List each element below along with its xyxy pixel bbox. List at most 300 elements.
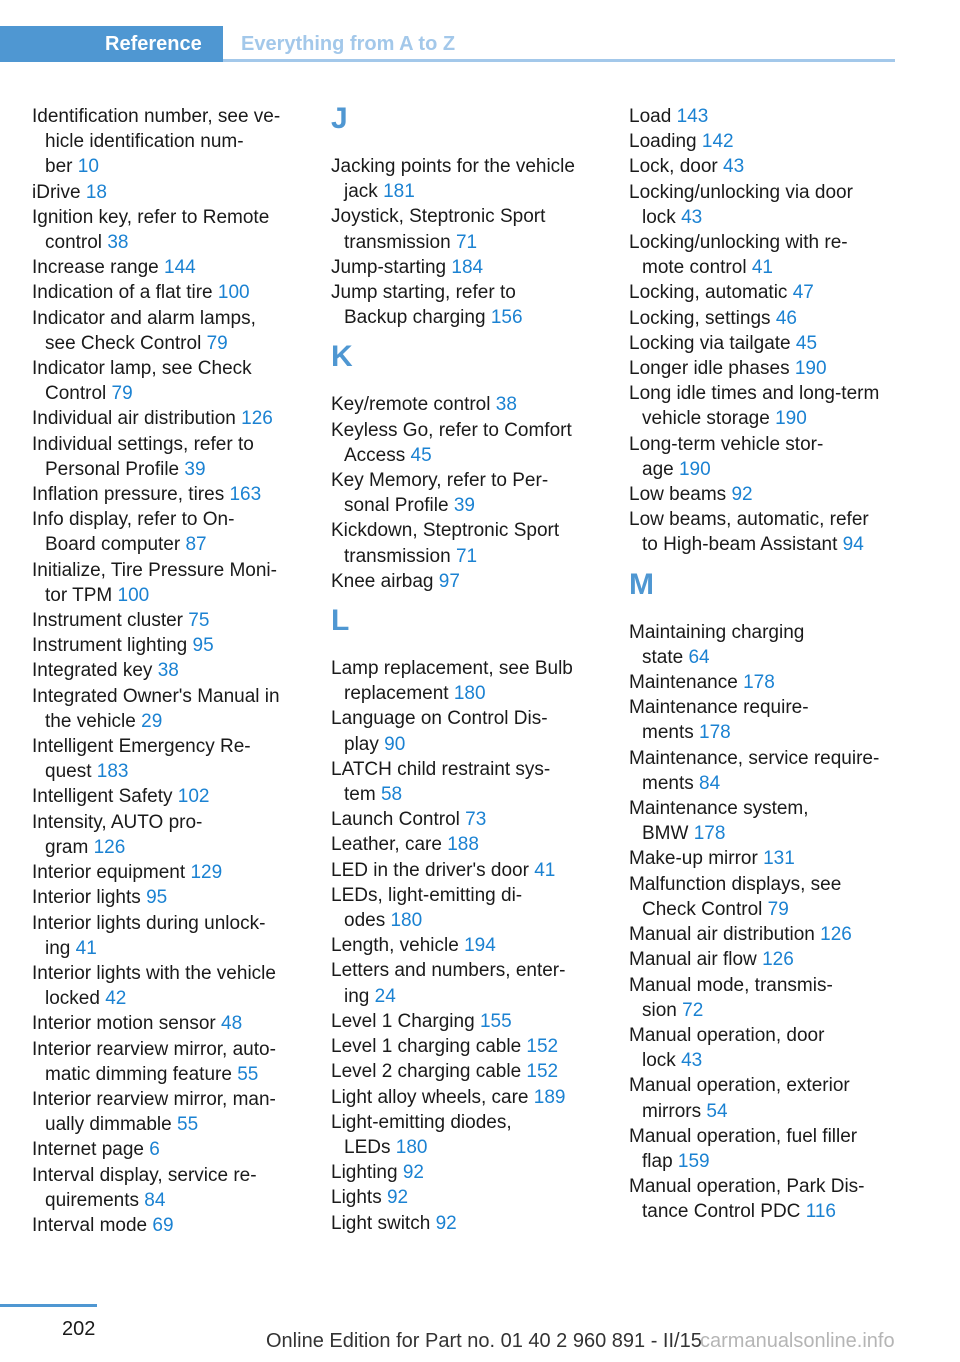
index-entry-text: Intelligent Emergency Re- [32,736,251,758]
index-entry-text: odes [344,910,386,932]
index-entry-text: Level 1 charging cable [331,1036,522,1058]
index-entry-text: Ignition key, refer to Remote [32,206,270,228]
index-entry-text: Check Control [642,898,763,920]
index-letter-heading: M [629,567,654,601]
index-entry-text: ing [344,985,370,1007]
index-entry-text: hicle identification num- [45,131,244,153]
index-entry [32,784,307,809]
index-entry-text: tance Control PDC [642,1201,801,1223]
index-entry-text: Intelligent Safety [32,786,173,808]
index-entry [331,392,611,417]
index-entry-text: sonal Profile [344,495,449,517]
index-entry-text: quirements [45,1189,139,1211]
page-reference-link[interactable]: 129 [190,862,223,884]
page-reference-link[interactable]: 156 [490,307,523,329]
page-header [0,26,895,62]
page-reference-link[interactable]: 97 [438,570,460,592]
index-entry-text: Manual air flow [629,949,757,971]
index-entry-text: Jacking points for the vehicle [331,156,575,177]
page-reference-link[interactable]: 180 [453,683,486,705]
index-entry-text: Level 2 charging cable [331,1061,522,1083]
index-entry [32,734,307,784]
page-reference-link[interactable]: 6 [149,1139,160,1161]
index-entry [629,695,909,745]
index-entry [331,757,611,807]
index-entry [629,180,909,230]
index-entry-text: Increase range [32,257,159,279]
page-reference-link[interactable]: 39 [184,458,206,480]
page-reference-link[interactable]: 47 [792,282,814,304]
page-reference-link[interactable]: 155 [479,1010,512,1032]
index-entry [331,255,611,280]
index-entry [629,280,909,305]
index-entry-text: Launch Control [331,809,460,831]
page-reference-link[interactable]: 79 [111,383,133,405]
index-entry [32,432,307,482]
index-entry [331,656,611,706]
index-entry-text: LEDs [344,1136,391,1158]
index-entry-text: jack [344,181,378,203]
page-reference-link[interactable]: 144 [164,257,196,279]
index-entry-text: Maintenance [629,672,738,694]
index-entry [629,620,909,670]
page-reference-link[interactable]: 73 [465,809,487,831]
index-entry [32,608,307,633]
page-reference-link[interactable]: 180 [390,910,423,932]
index-entry-text: Manual operation, fuel filler [629,1125,858,1147]
index-entry-text: Intensity, AUTO pro- [32,811,203,833]
page-reference-link[interactable]: 189 [533,1086,566,1108]
index-entry [331,832,611,857]
index-entry [32,1163,307,1213]
index-entry-text: Level 1 Charging [331,1010,475,1032]
index-entry [629,796,909,846]
index-entry-text: Light-emitting diodes, [331,1111,512,1133]
index-entry-text: Maintenance require- [629,697,809,719]
index-entry [629,482,909,507]
index-entry-text: Identification number, see ve- [32,106,281,127]
index-entry [32,810,307,860]
index-column-1 [32,104,307,1238]
index-entry-text: Language on Control Dis- [331,708,548,730]
index-entry [331,883,611,933]
index-entry [629,670,909,695]
page-reference-link[interactable]: 84 [699,772,721,794]
index-entry-text: flap [642,1150,673,1172]
page-reference-link[interactable]: 190 [794,358,827,380]
index-entry [629,846,909,871]
index-entry [32,356,307,406]
page-reference-link[interactable]: 43 [681,1050,703,1072]
index-entry-text: transmission [344,545,451,567]
index-entry [32,406,307,431]
index-entry-text: locked [45,988,100,1010]
index-entry-text: transmission [344,231,451,253]
index-entry-text: Interval mode [32,1214,148,1236]
page-reference-link[interactable]: 75 [188,610,210,632]
footer-rule [0,1304,97,1307]
index-entry-text: Light alloy wheels, care [331,1086,529,1108]
index-entry-text: Indicator lamp, see Check [32,358,252,380]
page-reference-link[interactable]: 71 [455,545,478,567]
page-number: 202 [62,1318,96,1340]
index-entry [331,1110,611,1160]
index-entry [32,658,307,683]
index-entry-text: Integrated key [32,660,153,682]
index-entry-text: ing [45,937,71,959]
index-entry-text: Low beams [629,484,727,506]
index-entry-text: Key/remote control [331,394,491,416]
page-reference-link[interactable]: 92 [386,1187,409,1209]
index-entry-text: Control [45,383,107,405]
index-letter-heading: L [331,604,350,638]
page-reference-link[interactable]: 69 [152,1214,174,1236]
page-reference-link[interactable]: 38 [157,660,179,682]
index-entry-text: Keyless Go, refer to Comfort [331,419,572,441]
index-entry-text: state [642,646,684,668]
index-entry-text: iDrive [32,181,81,203]
page-reference-link[interactable]: 55 [177,1114,199,1136]
page-reference-link[interactable]: 131 [763,848,795,870]
index-entry [629,230,909,280]
index-letter-heading: K [331,340,353,374]
index-entry [32,306,307,356]
page-reference-link[interactable]: 126 [93,836,126,858]
page-reference-link[interactable]: 38 [495,394,517,416]
page-reference-link[interactable]: 79 [206,332,228,354]
index-entry [331,280,611,330]
index-entry-text: matic dimming feature [45,1063,232,1085]
page-reference-link[interactable]: 43 [723,156,745,178]
index-entry [629,1073,909,1123]
index-entry-text: Key Memory, refer to Per- [331,470,549,492]
index-entry [629,507,909,557]
index-entry-text: Personal Profile [45,458,180,480]
index-entry-text: Joystick, Steptronic Sport [331,206,546,228]
section-tab-reference: Reference [0,26,223,62]
page-reference-link[interactable]: 92 [402,1162,424,1184]
index-entry-text: Locking/unlocking with re- [629,232,848,254]
index-entry [32,1011,307,1036]
index-entry-text: ber [45,156,73,178]
index-entry-text: Lock, door [629,156,718,178]
index-entry-text: sion [642,999,677,1021]
index-column-3 [629,104,909,1225]
page-reference-link[interactable]: 92 [435,1212,457,1234]
index-entry-text: Light switch [331,1212,431,1234]
page-reference-link[interactable]: 42 [105,988,127,1010]
page-reference-link[interactable]: 58 [380,784,403,806]
index-entry-text: replacement [344,683,449,705]
index-entry-text: Indication of a flat tire [32,282,213,304]
index-entry [331,807,611,832]
index-entry-text: Manual mode, transmis- [629,974,833,996]
index-entry [32,104,307,180]
page-reference-link[interactable]: 102 [177,786,210,808]
index-entry-text: gram [45,836,89,858]
index-entry [331,1085,611,1110]
index-entry-text: Maintenance system, [629,798,809,820]
index-entry [331,1185,611,1210]
index-entry-text: Interior motion sensor [32,1013,216,1035]
index-entry-text: Interior rearview mirror, auto- [32,1038,276,1060]
index-entry-text: tem [344,784,376,806]
index-entry-text: Indicator and alarm lamps, [32,307,256,329]
page-reference-link[interactable]: 48 [221,1013,243,1035]
index-entry [629,1124,909,1174]
index-entry-text: Load [629,106,672,127]
index-entry-text: lock [642,1050,676,1072]
index-entry-text: Locking/unlocking via door [629,181,853,203]
index-entry-text: Individual settings, refer to [32,433,254,455]
page-reference-link[interactable]: 194 [464,935,496,957]
edition-note: Online Edition for Part no. 01 40 2 960 891 - II/15 [266,1330,702,1352]
page-reference-link[interactable]: 18 [85,181,107,203]
page-reference-link[interactable]: 188 [447,834,479,856]
index-entry-text: Lights [331,1187,382,1209]
index-entry-text: ments [642,722,694,744]
page-reference-link[interactable]: 181 [383,181,415,203]
page-reference-link[interactable]: 126 [241,408,273,430]
index-entry-text: Interior lights [32,887,141,909]
watermark: carmanualsonline.info [700,1330,895,1352]
page-reference-link[interactable]: 163 [229,484,262,506]
index-entry-text: Knee airbag [331,570,434,592]
index-entry [331,858,611,883]
index-entry [331,418,611,468]
index-entry [629,973,909,1023]
page-reference-link[interactable]: 178 [699,722,731,744]
index-entry-text: Manual operation, Park Dis- [629,1176,865,1198]
index-column-2 [331,104,611,1236]
index-entry [32,482,307,507]
index-entry [629,306,909,331]
index-entry-text: Integrated Owner's Manual in [32,685,280,707]
index-entry-text: Long-term vehicle stor- [629,433,824,455]
index-entry-text: Locking via tailgate [629,332,791,354]
index-entry [32,1137,307,1162]
index-entry-text: age [642,458,674,480]
index-entry-text: Interior lights during unlock- [32,912,266,934]
index-entry [32,280,307,305]
page-reference-link[interactable]: 178 [693,823,726,845]
index-entry-text: Letters and numbers, enter- [331,960,566,982]
page-reference-link[interactable]: 143 [676,106,709,127]
index-entry [629,1023,909,1073]
index-entry [331,1160,611,1185]
index-entry-text: see Check Control [45,332,202,354]
index-entry-text: Manual air distribution [629,924,815,946]
index-entry-text: Instrument cluster [32,610,183,632]
index-entry [32,1037,307,1087]
page-reference-link[interactable]: 190 [678,458,711,480]
index-entry-text: Instrument lighting [32,635,188,657]
index-entry [32,1213,307,1238]
page-reference-link[interactable]: 45 [795,332,818,354]
index-entry-text: LATCH child restraint sys- [331,758,551,780]
index-entry-text: mote control [642,257,747,279]
index-entry [32,507,307,557]
index-entry-text: Manual operation, exterior [629,1075,850,1097]
page-reference-link[interactable]: 41 [75,937,97,959]
index-entry [331,518,611,568]
index-entry [32,205,307,255]
index-entry [32,1087,307,1137]
page-reference-link[interactable]: 46 [775,307,797,329]
page-reference-link[interactable]: 54 [706,1100,728,1122]
index-entry [331,468,611,518]
index-entry [32,255,307,280]
page-reference-link[interactable]: 126 [762,949,794,971]
page-reference-link[interactable]: 100 [217,282,250,304]
index-entry-text: Access [344,444,406,466]
index-entry [32,885,307,910]
index-entry-text: Internet page [32,1139,144,1161]
index-entry-text: Initialize, Tire Pressure Moni- [32,559,277,581]
page-reference-link[interactable]: 41 [751,257,773,279]
index-entry [32,558,307,608]
index-entry-text: to High-beam Assistant [642,534,838,556]
index-entry [629,356,909,381]
index-entry [331,1034,611,1059]
page-reference-link[interactable]: 64 [688,646,710,668]
page-reference-link[interactable]: 95 [192,635,214,657]
page-reference-link[interactable]: 41 [534,859,556,881]
page-reference-link[interactable]: 29 [141,710,163,732]
index-entry-text: play [344,733,379,755]
index-entry-text: LEDs, light-emitting di- [331,884,523,906]
index-entry-text: Jump starting, refer to [331,282,516,304]
index-entry [331,706,611,756]
page-reference-link[interactable]: 126 [820,924,852,946]
index-entry [629,1174,909,1224]
page-reference-link[interactable]: 43 [681,206,703,228]
index-entry [331,569,611,594]
index-entry-text: Lighting [331,1162,398,1184]
index-entry [331,1059,611,1084]
page-reference-link[interactable]: 184 [451,256,484,278]
index-entry-text: Manual operation, door [629,1024,825,1046]
index-entry [331,933,611,958]
index-entry-text: Jump-starting [331,256,447,278]
index-entry-text: Long idle times and long-term [629,383,880,405]
index-entry [629,872,909,922]
index-entry-text: the vehicle [45,710,136,732]
index-entry-text: Info display, refer to On- [32,509,235,531]
index-entry [629,922,909,947]
index-entry-text: Interior rearview mirror, man- [32,1088,276,1110]
index-entry-text: mirrors [642,1100,702,1122]
page-reference-link[interactable]: 10 [77,156,99,178]
page-reference-link[interactable]: 55 [237,1063,259,1085]
index-entry [331,1009,611,1034]
index-entry [629,331,909,356]
page-reference-link[interactable]: 190 [775,408,807,430]
index-entry-text: Locking, automatic [629,282,788,304]
index-entry [331,958,611,1008]
page-reference-link[interactable]: 94 [842,534,864,556]
index-entry-text: vehicle storage [642,408,770,430]
index-entry-text: Interior equipment [32,862,186,884]
page-reference-link[interactable]: 71 [455,231,478,253]
page-reference-link[interactable]: 87 [185,534,207,556]
page-reference-link[interactable]: 180 [395,1136,428,1158]
index-entry [331,1211,611,1236]
index-entry [32,911,307,961]
index-entry-text: Board computer [45,534,181,556]
index-entry-text: Interior lights with the vehicle [32,962,276,984]
index-entry [32,684,307,734]
index-entry [629,381,909,431]
page-reference-link[interactable]: 72 [682,999,704,1021]
page-reference-link[interactable]: 84 [144,1189,166,1211]
index-entry [331,154,611,204]
page-reference-link[interactable]: 178 [743,672,775,694]
index-entry-text: Inflation pressure, tires [32,484,225,506]
index-entry [32,633,307,658]
index-entry [629,746,909,796]
index-entry [331,204,611,254]
index-entry-text: Loading [629,131,697,153]
page-reference-link[interactable]: 24 [374,985,396,1007]
index-entry [32,961,307,1011]
index-entry [32,180,307,205]
index-entry-text: ually dimmable [45,1114,172,1136]
page-reference-link[interactable]: 159 [677,1150,710,1172]
index-entry [629,947,909,972]
index-entry-text: Low beams, automatic, refer [629,509,869,531]
index-entry-text: LED in the driver's door [331,859,529,881]
index-letter-heading: J [331,102,348,135]
page-reference-link[interactable]: 90 [384,733,406,755]
page-reference-link[interactable]: 152 [526,1036,559,1058]
index-entry [32,860,307,885]
page-reference-link[interactable]: 152 [526,1061,559,1083]
page-reference-link[interactable]: 45 [410,444,432,466]
page-reference-link[interactable]: 116 [805,1201,836,1223]
index-entry-text: Interval display, service re- [32,1164,257,1186]
page-reference-link[interactable]: 100 [117,584,150,606]
page-reference-link[interactable]: 95 [146,887,168,909]
index-entry-text: Locking, settings [629,307,771,329]
index-entry-text: Malfunction displays, see [629,873,842,895]
index-entry-text: Backup charging [344,307,486,329]
index-entry-text: quest [45,761,92,783]
index-entry-text: Leather, care [331,834,442,856]
index-entry-text: Individual air distribution [32,408,236,430]
index-entry [629,104,909,129]
index-entry [629,129,909,154]
index-entry-text: tor TPM [45,584,113,606]
index-entry-text: control [45,232,103,254]
page-reference-link[interactable]: 39 [453,495,475,517]
index-entry-text: ments [642,772,694,794]
page-reference-link[interactable]: 38 [107,232,129,254]
page-reference-link[interactable]: 142 [701,131,734,153]
index-entry-text: Maintaining charging [629,621,805,643]
index-entry-text: Maintenance, service require- [629,747,880,769]
index-entry-text: Lamp replacement, see Bulb [331,658,573,680]
header-rule [223,59,895,62]
index-entry-text: BMW [642,823,689,845]
page-reference-link[interactable]: 79 [767,898,789,920]
index-entry-text: lock [642,206,676,228]
page-reference-link[interactable]: 92 [731,484,753,506]
page-reference-link[interactable]: 183 [96,761,129,783]
index-entry-text: Kickdown, Steptronic Sport [331,520,560,542]
index-entry-text: Make-up mirror [629,848,758,870]
index-entry [629,432,909,482]
